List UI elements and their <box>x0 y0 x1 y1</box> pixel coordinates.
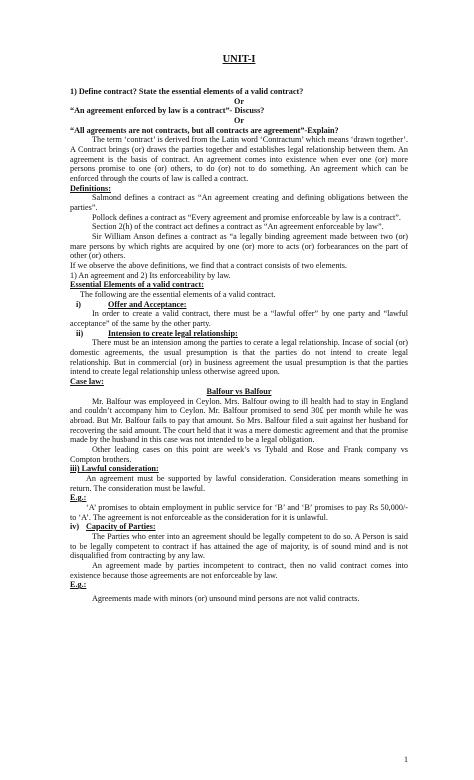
essential-intro: The following are the essential elements of a valid contract. <box>80 290 276 300</box>
item-title: Capacity of Parties: <box>86 522 156 532</box>
section-heading-definitions: Definitions: <box>70 183 111 193</box>
intro-paragraph: The term ‘contract’ is derived from the Latin word ‘Contractum’ which means ‘drawn together’. A Contract brings (or) draws the parties together and establishes legal relationship between them. An agreement is the basis of contract. An agreement comes into existence when ever one (or) more persons promise to one (or) others, to do (or) not to do something. An agreement which can be enforced through the courts of law is called a contract. <box>70 135 408 184</box>
elements-list: 1) An agreement and 2) Its enforceability by law. <box>70 270 231 280</box>
example-label: E.g.: <box>70 580 87 590</box>
capacity-text: The Parties who enter into an agreement should be legally competent to do so. A Person is said to be legally competent to contract if has attained the age of majority, is of sound mind and is not disqualified from contracting by any law. <box>70 531 408 561</box>
example-text: Agreements made with minors (or) unsound mind persons are not valid contracts. <box>92 593 360 603</box>
subheading-offer-acceptance <box>70 300 408 310</box>
other-cases-text: Other leading cases on this point are week’s vs Tybald and Rose and Frank company vs Compton brothers. <box>70 444 408 464</box>
item-number: ii) <box>76 328 84 338</box>
definition-salmond: Salmond defines a contract as “An agreement creating and defining obligations between the parties”. <box>70 193 408 213</box>
or-separator: Or <box>233 116 244 126</box>
offer-acceptance-text: In order to create a valid contract, there must be a “lawful offer” by one party and “lawful acceptance” of the same by the other party. <box>70 309 408 329</box>
item-number: iv) <box>70 522 80 532</box>
observation-text: If we observe the above definitions, we find that a contract consists of two elements. <box>70 261 347 271</box>
example-label: E.g.: <box>70 493 87 503</box>
definition-pollock: Pollock defines a contract as “Every agreement and promise enforceable by law is a contract”. <box>92 212 401 222</box>
subheading-capacity-of-parties <box>70 522 408 532</box>
subheading-legal-relationship <box>70 329 408 339</box>
definition-anson: Sir William Anson defines a contract as “a legally binding agreement made between two (or) mare persons by which rights are acquired by one (or) more to acts (or) forbearances on the part of other (or) others. <box>70 232 408 261</box>
page-number: 1 <box>404 755 408 764</box>
question-1: 1) Define contract? State the essential elements of a valid contract? <box>70 87 304 96</box>
item-title: Offer and Acceptance: <box>108 299 187 309</box>
page-title: UNIT-I <box>222 54 256 65</box>
section-heading-case-law: Case law: <box>70 377 104 387</box>
question-3: “All agreements are not contracts, but all contracts are agreement”-Explain? <box>70 125 339 135</box>
case-text: Mr. Balfour was employeed in Ceylon. Mrs. Balfour owing to ill health had to stay in England and couldn’t accompany him to Ceylon. Mr. Balfour promised to send 30£ per month while he was abroad. But Mr. Balfour fails to pay that amount. So Mrs. Balfour filed a suit against her husband for recovering the said amount. The court held that it was a mere domestic agreement and that the promise made by the husband in this case was not intended to be a legal obligation. <box>70 396 408 445</box>
case-title: Balfour vs Balfour <box>206 386 272 396</box>
section-heading-essential-elements: Essential Elements of a valid contract: <box>70 280 204 290</box>
example-text: ‘A’ promises to obtain employment in public service for ‘B’ and ‘B’ promises to pay Rs 50,000/- to ‘A’. The agreement is not enforceable as the consideration for it is unlawful. <box>70 502 408 522</box>
subheading-lawful-consideration: iii) Lawful consideration: <box>70 464 159 474</box>
definition-section-2h: Section 2(h) of the contract act defines a contract as “An agreement enforceable by law”. <box>92 222 384 232</box>
item-number: i) <box>76 299 82 309</box>
or-separator: Or <box>233 96 244 106</box>
lawful-consideration-text: An agreement must be supported by lawful consideration. Consideration means something in return. The consideration must be lawful. <box>70 473 408 493</box>
legal-relationship-text: There must be an intension among the parties to cerate a legal relationship. Incase of social (or) domestic agreements, the usual presumption is that the parties do not intend to create legal relationship. But in commercial (or) in business agreement the usual presumption is that the parties intend to create legal relationship unless otherwise agreed upon. <box>70 338 408 377</box>
capacity-text-2: An agreement made by parties incompetent to contract, then no valid contract comes into existence because those agreements are not enforceable by law. <box>70 560 408 580</box>
question-2: “An agreement enforced by law is a contract”- Discuss? <box>70 106 265 116</box>
item-title: Intension to create legal relationship: <box>108 328 238 338</box>
